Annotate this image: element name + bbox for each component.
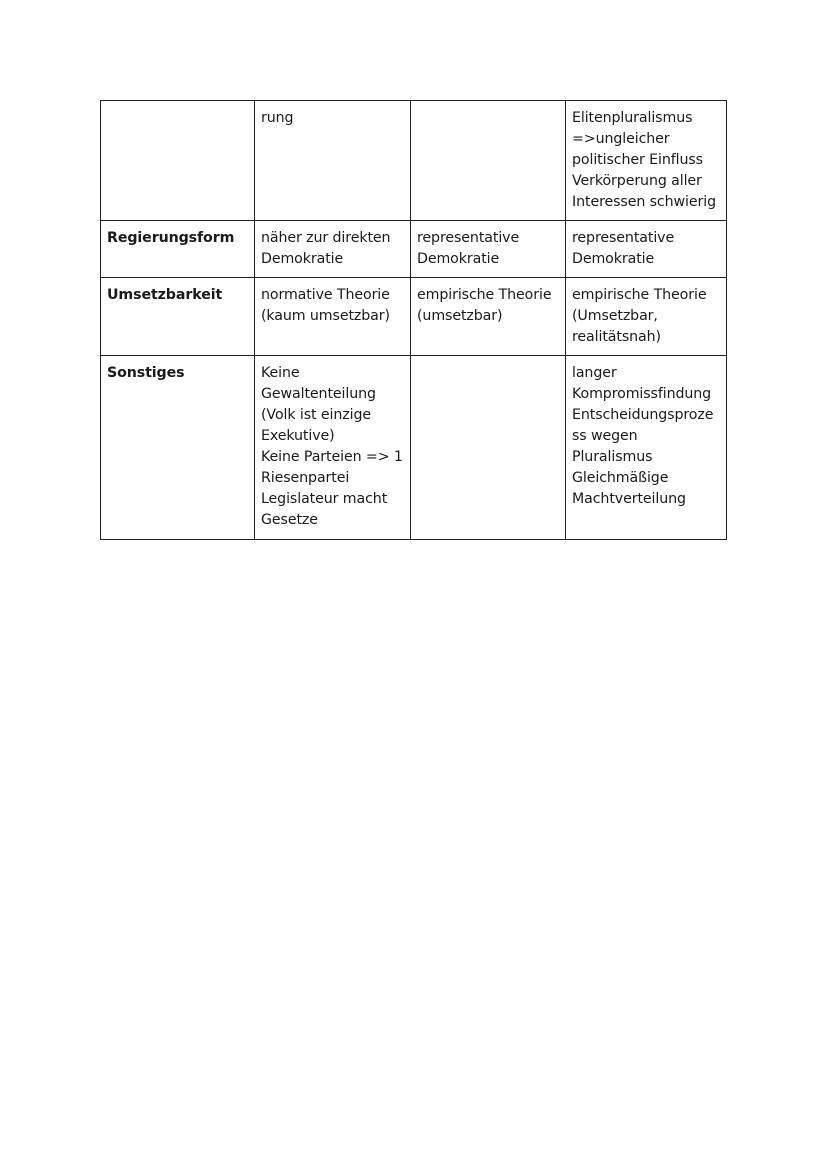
cell-line: Machtverteilung [572,491,686,507]
table-cell [411,221,566,278]
cell-line: ss wegen [572,428,638,444]
table-cell [411,101,566,221]
cell-line: Gleichmäßige [572,470,669,486]
table-cell [566,101,727,221]
table-cell [566,356,727,540]
cell-line: Gesetze [261,512,318,528]
cell-line: Elitenpluralismus [572,110,693,126]
cell-line: (Volk ist einzige [261,407,371,423]
table-cell [411,278,566,356]
cell-line: Verkörperung aller [572,173,702,189]
table-row [101,221,727,278]
cell-line: Demokratie [261,251,344,267]
table-row [101,356,727,540]
cell-line: representative [572,230,675,246]
cell-line: realitätsnah) [572,329,661,345]
row-header-cell [101,101,255,221]
cell-line: empirische Theorie [417,287,552,303]
cell-line: normative Theorie [261,287,390,303]
cell-line: (Umsetzbar, [572,308,658,324]
cell-line: representative [417,230,520,246]
table-cell [566,221,727,278]
cell-line: empirische Theorie [572,287,707,303]
cell-line: politischer Einfluss [572,152,703,168]
table-cell [411,356,566,540]
cell-line: Demokratie [572,251,655,267]
cell-line: Keine Parteien => 1 [261,449,403,465]
table-row [101,278,727,356]
table-cell [566,278,727,356]
table-cell [255,101,411,221]
cell-line: Entscheidungsproze [572,407,714,423]
cell-line: (kaum umsetzbar) [261,308,390,324]
cell-line: =>ungleicher [572,131,670,147]
cell-line: Pluralismus [572,449,653,465]
cell-line: näher zur direkten [261,230,391,246]
table-cell [255,356,411,540]
cell-line: Demokratie [417,251,500,267]
row-header-cell: Sonstiges [101,356,255,540]
row-header-cell: Regierungsform [101,221,255,278]
comparison-table [100,100,727,540]
cell-line: Riesenpartei [261,470,350,486]
cell-line: Kompromissfindung [572,386,712,402]
cell-line: Interessen schwierig [572,194,716,210]
table-cell [255,221,411,278]
cell-line: Exekutive) [261,428,335,444]
cell-line: rung [261,110,294,126]
cell-line: Keine [261,365,300,381]
cell-line: Gewaltenteilung [261,386,376,402]
cell-line: (umsetzbar) [417,308,503,324]
row-header-cell: Umsetzbarkeit [101,278,255,356]
table-row [101,101,727,221]
cell-line: Legislateur macht [261,491,388,507]
table-cell [255,278,411,356]
cell-line: langer [572,365,617,381]
